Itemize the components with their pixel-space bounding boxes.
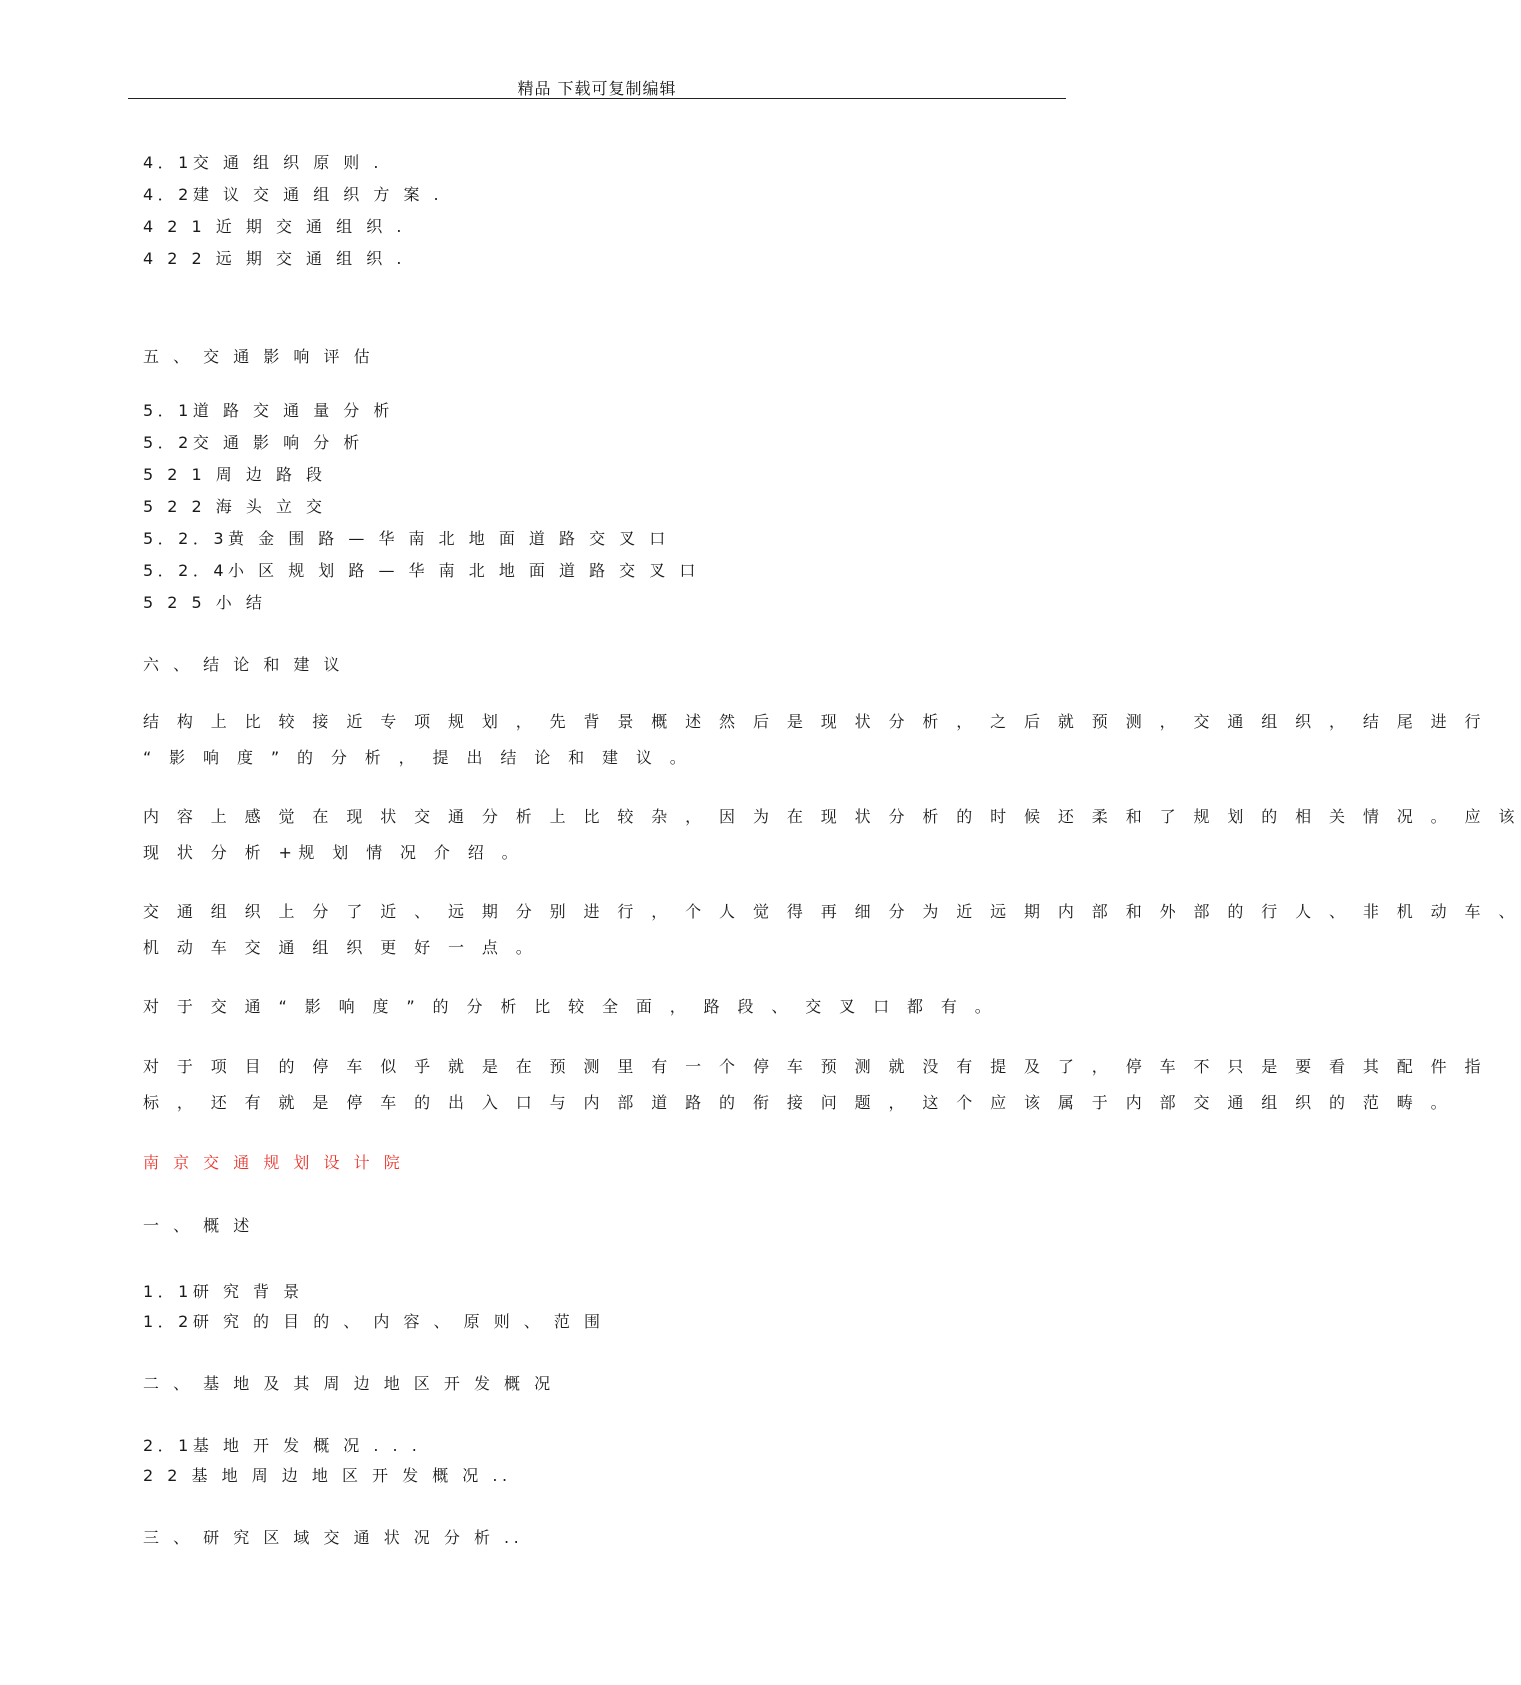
paragraph-line: 对 于 交 通 “ 影 响 度 ” 的 分 析 比 较 全 面 ， 路 段 、 交 叉 口 都 有 。 bbox=[143, 997, 998, 1016]
outline-line: 1．1研 究 背 景 bbox=[143, 1282, 304, 1301]
toc-line: 4 2 2 远 期 交 通 组 织 . bbox=[143, 249, 406, 268]
toc-line: 六 、 结 论 和 建 议 bbox=[143, 655, 345, 674]
paragraph-line: “ 影 响 度 ” 的 分 析 ， 提 出 结 论 和 建 议 。 bbox=[143, 748, 693, 767]
toc-line: 4．1交 通 组 织 原 则 . bbox=[143, 153, 383, 172]
outline-line: 1．2研 究 的 目 的 、 内 容 、 原 则 、 范 围 bbox=[143, 1312, 605, 1331]
org-title: 南 京 交 通 规 划 设 计 院 bbox=[143, 1153, 405, 1172]
toc-line: 4．2建 议 交 通 组 织 方 案 . bbox=[143, 185, 444, 204]
outline-line: 二 、 基 地 及 其 周 边 地 区 开 发 概 况 bbox=[143, 1374, 555, 1393]
toc-line: 5 2 1 周 边 路 段 bbox=[143, 465, 327, 484]
outline-line: 一 、 概 述 bbox=[143, 1216, 254, 1235]
outline-line: 2 2 基 地 周 边 地 区 开 发 概 况 .. bbox=[143, 1466, 512, 1485]
toc-line: 5 2 5 小 结 bbox=[143, 593, 267, 612]
toc-line: 5．2．4小 区 规 划 路 — 华 南 北 地 面 道 路 交 叉 口 bbox=[143, 561, 700, 580]
toc-line: 4 2 1 近 期 交 通 组 织 . bbox=[143, 217, 406, 236]
toc-line: 5．2．3黄 金 围 路 — 华 南 北 地 面 道 路 交 叉 口 bbox=[143, 529, 670, 548]
paragraph-line: 对 于 项 目 的 停 车 似 乎 就 是 在 预 测 里 有 一 个 停 车 预 测 就 没 有 提 及 了 ， 停 车 不 只 是 要 看 其 配 件 指 bbox=[143, 1057, 1487, 1076]
page-header: 精品 下载可复制编辑 bbox=[517, 79, 677, 98]
paragraph-line: 标 ， 还 有 就 是 停 车 的 出 入 口 与 内 部 道 路 的 衔 接 问 题 ， 这 个 应 该 属 于 内 部 交 通 组 织 的 范 畴 。 bbox=[143, 1093, 1454, 1112]
paragraph-line: 机 动 车 交 通 组 织 更 好 一 点 。 bbox=[143, 938, 539, 957]
toc-line: 五 、 交 通 影 响 评 估 bbox=[143, 347, 375, 366]
toc-line: 5．1道 路 交 通 量 分 析 bbox=[143, 401, 394, 420]
outline-line: 三 、 研 究 区 域 交 通 状 况 分 析 .. bbox=[143, 1528, 524, 1547]
toc-line: 5 2 2 海 头 立 交 bbox=[143, 497, 327, 516]
paragraph-line: 现 状 分 析 +规 划 情 况 介 绍 。 bbox=[143, 843, 525, 862]
toc-line: 5．2交 通 影 响 分 析 bbox=[143, 433, 364, 452]
paragraph-line: 内 容 上 感 觉 在 现 状 交 通 分 析 上 比 较 杂 ， 因 为 在 现 状 分 析 的 时 候 还 柔 和 了 规 划 的 相 关 情 况 。 应 该 bbox=[143, 807, 1521, 826]
header-rule bbox=[128, 98, 1066, 99]
paragraph-line: 结 构 上 比 较 接 近 专 项 规 划 ， 先 背 景 概 述 然 后 是 现 状 分 析 ， 之 后 就 预 测 ， 交 通 组 织 ， 结 尾 进 行 bbox=[143, 712, 1487, 731]
paragraph-line: 交 通 组 织 上 分 了 近 、 远 期 分 别 进 行 ， 个 人 觉 得 再 细 分 为 近 远 期 内 部 和 外 部 的 行 人 、 非 机 动 车 、 bbox=[143, 902, 1521, 921]
outline-line: 2．1基 地 开 发 概 况 . . . bbox=[143, 1436, 422, 1455]
